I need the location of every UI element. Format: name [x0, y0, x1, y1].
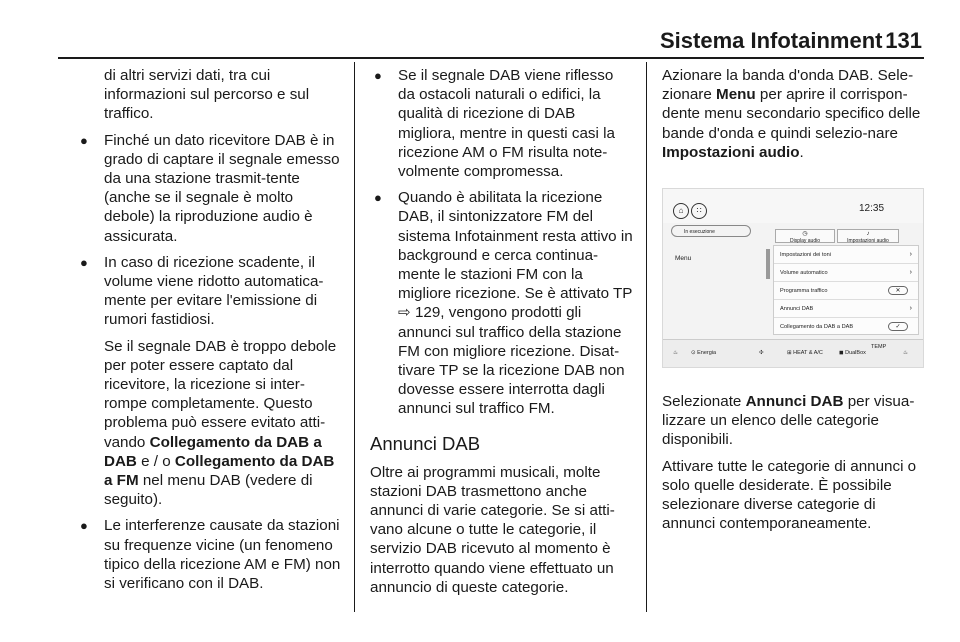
text-span: per visua-lizzare un elenco delle categorie disponibili.: [662, 393, 915, 449]
bullet-text: Se il segnale DAB viene riflesso da ostacoli naturali o edifici, la qualità di ricezione di DAB migliora, mentre in questi casi la ricezione AM o FM risulta note-volmente compromessa.: [398, 67, 615, 181]
climate-bar: [663, 339, 923, 368]
bullet-icon: ●: [80, 132, 88, 148]
paragraph: [662, 66, 926, 162]
bullet-item: [370, 66, 634, 181]
apps-icon: ∷: [691, 203, 707, 219]
tab-display-audio[interactable]: [775, 229, 835, 243]
bullet-icon: ●: [80, 518, 88, 534]
list-item[interactable]: [774, 318, 918, 336]
column-2: [370, 66, 634, 604]
dual-label: DualBox: [845, 350, 866, 356]
text-span: nel menu DAB (vedere di seguito).: [104, 472, 313, 509]
seat-icon[interactable]: ♨: [673, 350, 678, 356]
bold-term: Collegamento da DAB a FM: [104, 452, 335, 490]
column-divider-1: [354, 62, 355, 612]
settings-list: [773, 245, 919, 335]
energy-button[interactable]: ⊙ Energia: [691, 350, 717, 356]
list-item-label: Programma traffico: [780, 288, 828, 294]
home-icon: ⌂: [673, 203, 689, 219]
list-item-label: Annunci DAB: [780, 306, 814, 312]
page-header: [660, 28, 922, 54]
page-reference-icon: ⇨: [398, 304, 415, 322]
fan-icon[interactable]: ✣: [759, 350, 764, 356]
tab-icon: ◷: [802, 231, 808, 237]
text-span: .: [799, 143, 804, 161]
paragraph-continued: di altri servizi dati, tra cui informazioni sul percorso e sul traffico.: [104, 67, 310, 123]
paragraph: Attivare tutte le categorie di annunci o solo quelle desiderate. È possibile selezionare diverse categorie di annunci contemporaneamente.: [662, 457, 917, 533]
list-item[interactable]: [774, 246, 918, 264]
page-header-title: Sistema Infotainment: [660, 28, 883, 53]
list-item-label: Collegamento da DAB a DAB: [780, 324, 854, 330]
back-button-label: In esecuzione: [684, 229, 715, 235]
bold-term: Menu: [716, 86, 756, 104]
menu-label: Menu: [675, 255, 692, 262]
text-span: per aprire il corrispon-dente menu secondario specifico delle bande d'onda e quindi selezio-nare: [662, 86, 921, 142]
energy-label: Energia: [697, 350, 717, 356]
bullet-text: Finché un dato ricevitore DAB è in grado di captare il segnale emesso da una stazione trasmit-tente (anche se il segnale è molto debole) la riproduzione audio è assicurata.: [104, 131, 340, 245]
bullet-icon: ●: [374, 68, 382, 83]
list-item-label: Impostazioni dei toni: [780, 252, 831, 258]
bold-term: Annunci DAB: [745, 393, 844, 410]
list-item[interactable]: [774, 282, 918, 300]
scrollbar[interactable]: [766, 249, 770, 279]
bullet-item: [76, 253, 344, 330]
infotainment-screenshot: [662, 188, 924, 368]
toggle-on-icon[interactable]: ✓: [888, 322, 908, 331]
column-3-lower: [662, 392, 926, 540]
column-1: [76, 66, 344, 600]
header-rule: [58, 57, 924, 59]
bullet-text: Le interferenze causate da stazioni su frequenze vicine (un fenomeno tipico della ricezione AM e FM) non si verificano con il DAB.: [104, 517, 341, 593]
text-span: Quando è abilitata la ricezione DAB, il sintonizzatore FM del sistema Infotainment resta attivo in background e cerca continua-mente le stazioni FM con la migliore ricezione. Se è attivato TP: [398, 189, 633, 303]
hvac-button[interactable]: ⊞ HEAT & A/C: [787, 350, 823, 356]
text-span: Azionare la banda d'onda DAB. Sele-zionare: [662, 67, 914, 104]
column-3: [662, 66, 926, 169]
tab-audio-settings[interactable]: [837, 229, 899, 243]
temp-label: TEMP: [871, 344, 887, 350]
bullet-icon: ●: [80, 254, 88, 270]
back-button[interactable]: [671, 225, 751, 237]
page-number: 131: [885, 28, 922, 53]
tab-label: Impostazioni audio: [847, 238, 889, 244]
bold-term: Collegamento da DAB a DAB: [104, 433, 322, 470]
chevron-right-icon: ›: [909, 251, 912, 258]
paragraph: [662, 392, 926, 450]
page-reference: 129: [414, 304, 441, 322]
hvac-label: HEAT & A/C: [793, 350, 823, 356]
text-span: Se il segnale DAB è troppo debole per poter essere captato dal ricevitore, la ricezione si inter-rompe completamente. Questo problema può essere evitato atti-vando: [104, 337, 337, 451]
bullet-icon: ●: [374, 190, 382, 206]
section-heading: Annunci DAB: [370, 432, 481, 454]
text-span: , vengono prodotti gli annunci sul traffico della stazione FM con migliore ricezione. Disat-tivare TP se la ricezione DAB non dovesse essere interrotta dagli annunci sul traffico FM.: [398, 304, 625, 418]
bullet-text: In caso di ricezione scadente, il volume viene ridotto automatica-mente per evitare l'emissione di rumori fastidiosi.: [104, 253, 324, 329]
seat-icon[interactable]: ♨: [903, 350, 908, 356]
bullet-item: [370, 188, 634, 418]
bold-term: Impostazioni audio: [662, 143, 800, 161]
chevron-right-icon: ›: [909, 269, 912, 276]
bullet-item: [76, 131, 344, 246]
bullet-item: [76, 516, 344, 593]
paragraph: Oltre ai programmi musicali, molte stazioni DAB trasmettono anche annunci di varie categorie. Se si atti-vano alcune o tutte le categorie, il servizio DAB ricevuto al momento è interrotto quando viene effettuato un annuncio di queste categorie.: [370, 463, 615, 596]
toggle-off-icon[interactable]: ✕: [888, 286, 908, 295]
tab-label: Display audio: [789, 238, 821, 244]
tab-icon: ♪: [866, 231, 870, 237]
text-span: Selezionate: [662, 393, 746, 410]
text-span: e / o: [136, 452, 175, 470]
list-item[interactable]: [774, 300, 918, 318]
bullet-subparagraph: [76, 337, 344, 510]
column-divider-2: [646, 62, 647, 612]
screen-clock: 12:35: [859, 203, 885, 214]
chevron-right-icon: ›: [909, 305, 912, 312]
dual-button[interactable]: ◼ DualBox: [839, 350, 866, 356]
list-item[interactable]: [774, 264, 918, 282]
list-item-label: Volume automatico: [780, 270, 828, 276]
